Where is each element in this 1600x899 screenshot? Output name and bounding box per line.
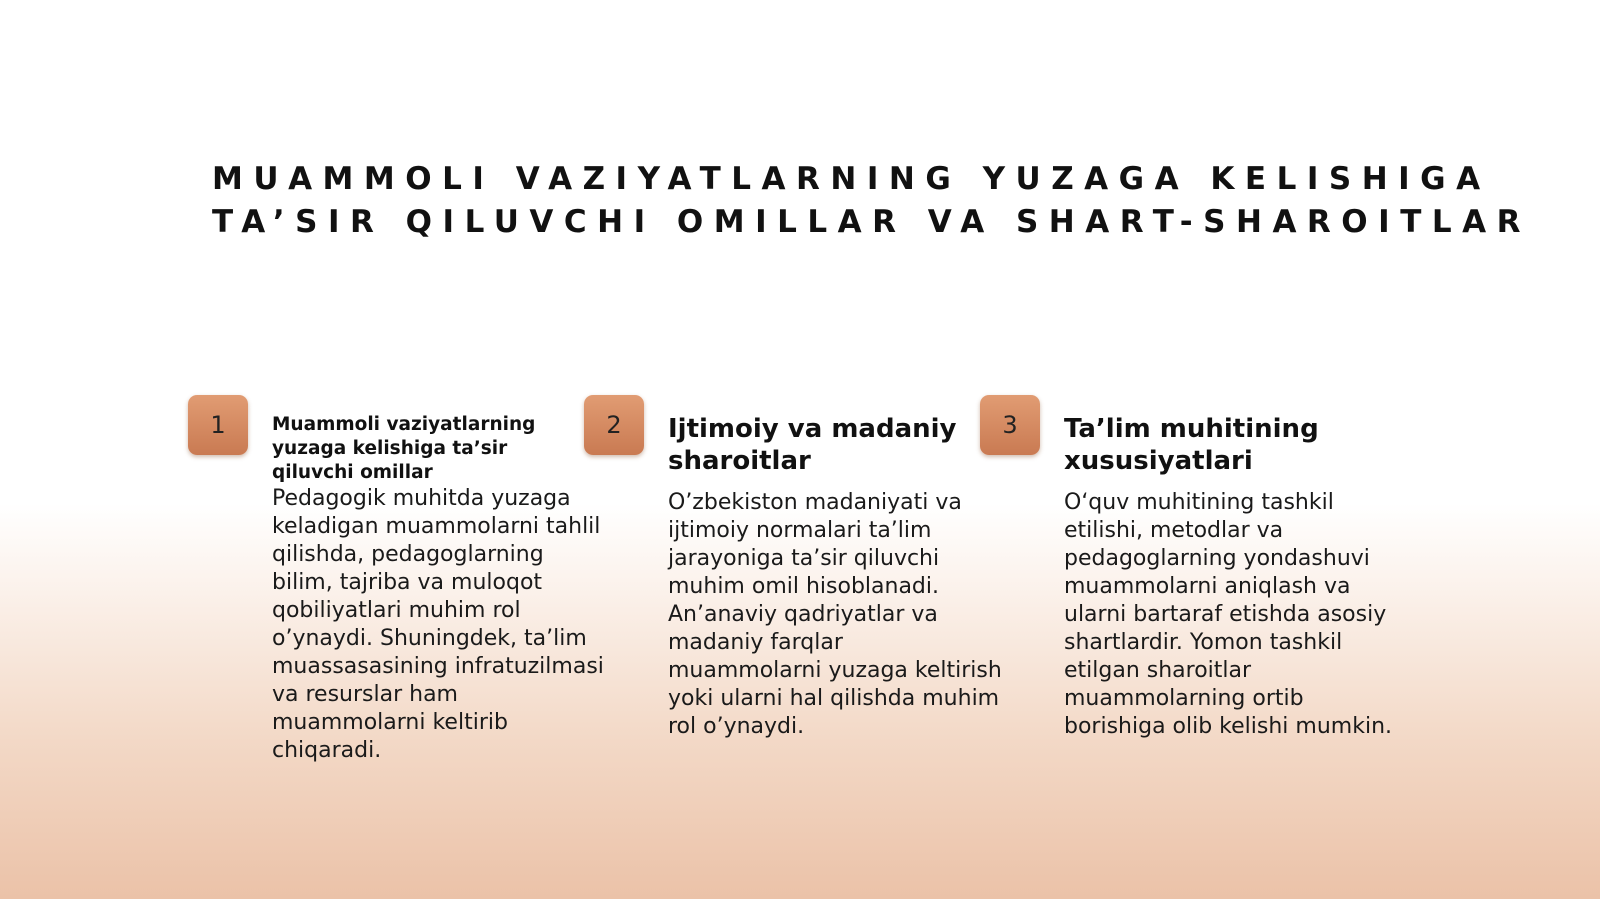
card-body-line: O’zbekiston madaniyati va — [668, 490, 962, 515]
card-body — [1064, 489, 1404, 741]
card-body-line: o’ynaydi. Shuningdek, ta’lim — [272, 626, 587, 651]
card-heading — [668, 413, 1008, 477]
card-body-line: ijtimoiy normalari ta’lim — [668, 518, 932, 543]
card-body — [668, 489, 1008, 741]
card-heading — [1064, 413, 1404, 477]
slide-title-line: MUAMMOLI VAZIYATLARNING YUZAGA KELISHIGA — [212, 161, 1491, 197]
card-body-line: etilishi, metodlar va — [1064, 518, 1284, 543]
card-body-line: muammolarni keltirib — [272, 710, 508, 735]
card-body-line: muassasasining infratuzilmasi — [272, 654, 604, 679]
card-body-line: va resurslar ham — [272, 682, 458, 707]
card-body-line: rol o’ynaydi. — [668, 714, 805, 739]
number-badge: 3 — [980, 395, 1040, 455]
card-body — [272, 485, 612, 765]
card-heading-line: Muammoli vaziyatlarning — [272, 414, 536, 435]
card-text — [272, 413, 612, 765]
card-body-line: qilishda, pedagoglarning — [272, 542, 544, 567]
card-heading-line: qiluvchi omillar — [272, 462, 433, 483]
card-body-line: muammolarni aniqlash va — [1064, 574, 1351, 599]
card-body-line: muhim omil hisoblanadi. — [668, 574, 939, 599]
card-heading-line: sharoitlar — [668, 446, 811, 476]
card-body-line: keladigan muammolarni tahlil — [272, 514, 601, 539]
card-text — [668, 413, 1008, 741]
card-body-line: qobiliyatlari muhim rol — [272, 598, 521, 623]
card-body-line: etilgan sharoitlar — [1064, 658, 1252, 683]
card-body-line: ularni bartaraf etishda asosiy — [1064, 602, 1387, 627]
card-body-line: An’anaviy qadriyatlar va — [668, 602, 938, 627]
card-body-line: muammolarning ortib — [1064, 686, 1304, 711]
card-body-line: madaniy farqlar — [668, 630, 843, 655]
card-body-line: yoki ularni hal qilishda muhim — [668, 686, 1000, 711]
card-body-line: borishiga olib kelishi mumkin. — [1064, 714, 1393, 739]
card-body-line: shartlardir. Yomon tashkil — [1064, 630, 1343, 655]
card-body-line: O‘quv muhitining tashkil — [1064, 490, 1334, 515]
card-body-line: pedagoglarning yondashuvi — [1064, 546, 1370, 571]
card-heading-line: Ta’lim muhitining — [1064, 414, 1319, 444]
card-body-line: muammolarni yuzaga keltirish — [668, 658, 1002, 683]
number-badge: 1 — [188, 395, 248, 455]
card-body-line: jarayoniga ta’sir qiluvchi — [668, 546, 940, 571]
card-body-line: chiqaradi. — [272, 738, 382, 763]
card-body-line: bilim, tajriba va muloqot — [272, 570, 543, 595]
slide-title — [212, 158, 1531, 244]
card-heading-line: yuzaga kelishiga ta’sir — [272, 438, 508, 459]
number-badge: 2 — [584, 395, 644, 455]
card-heading — [272, 413, 612, 485]
card-body-line: Pedagogik muhitda yuzaga — [272, 486, 571, 511]
card-text — [1064, 413, 1404, 741]
slide-title-line: TA’SIR QILUVCHI OMILLAR VA SHART-SHAROITLAR — [212, 204, 1531, 240]
card-heading-line: Ijtimoiy va madaniy — [668, 414, 957, 444]
card-heading-line: xususiyatlari — [1064, 446, 1253, 476]
